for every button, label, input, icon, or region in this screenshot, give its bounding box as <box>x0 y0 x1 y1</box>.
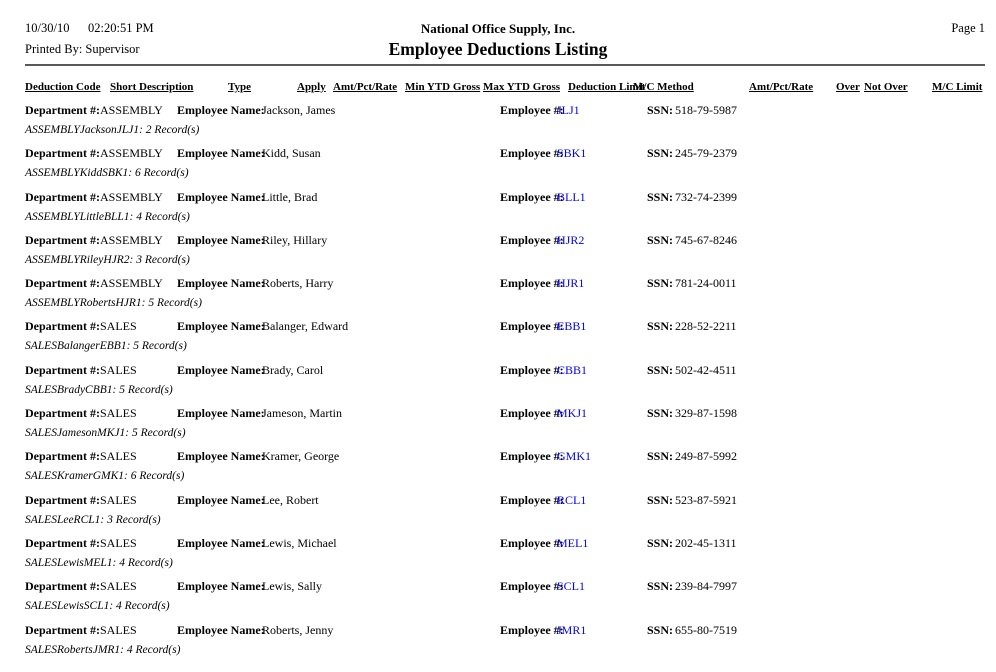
employee-record <box>0 576 996 619</box>
ssn-label: SSN: <box>647 276 674 291</box>
employee-number-label: Employee #: <box>500 146 564 161</box>
department-value: SALES <box>100 622 137 637</box>
department-value: SALES <box>100 535 137 550</box>
employee-number-label: Employee #: <box>500 189 564 204</box>
employee-name-value: Riley, Hillary <box>262 232 328 247</box>
ssn-value: 655-80-7519 <box>675 622 737 637</box>
column-header-max-ytd-gross: Max YTD Gross <box>483 81 560 93</box>
employee-number-link[interactable]: SBK1 <box>557 146 587 161</box>
employee-record <box>0 100 996 143</box>
printed-by-text: Printed By: Supervisor <box>25 42 140 56</box>
record-summary: SALESLeeRCL1: 3 Record(s) <box>25 513 161 526</box>
employee-name-label: Employee Name: <box>177 579 265 594</box>
employee-name-label: Employee Name: <box>177 362 265 377</box>
employee-record <box>0 230 996 273</box>
employee-record <box>0 273 996 316</box>
employee-number-label: Employee #: <box>500 449 564 464</box>
column-header-deduction-limit: Deduction Limit <box>568 81 646 93</box>
employee-number-label: Employee #: <box>500 622 564 637</box>
employee-number-link[interactable]: JLJ1 <box>557 103 580 117</box>
employee-name-value: Jackson, James <box>262 103 336 117</box>
employee-name-value: Lewis, Michael <box>262 535 337 550</box>
employee-number-label: Employee #: <box>500 319 564 334</box>
ssn-value: 502-42-4511 <box>675 362 737 377</box>
department-value: SALES <box>100 362 137 377</box>
report-date: 10/30/10 <box>25 21 70 35</box>
department-label: Department #: <box>25 449 100 464</box>
ssn-value: 518-79-5987 <box>675 103 737 117</box>
department-label: Department #: <box>25 535 100 550</box>
department-value: SALES <box>100 449 137 464</box>
department-value: SALES <box>100 319 137 334</box>
column-header-mc-method: M/C Method <box>633 81 694 93</box>
employee-name-label: Employee Name: <box>177 146 265 161</box>
employee-number-label: Employee #: <box>500 232 564 247</box>
company-name: National Office Supply, Inc. <box>420 21 576 36</box>
ssn-label: SSN: <box>647 146 674 161</box>
department-label: Department #: <box>25 362 100 377</box>
ssn-value: 245-79-2379 <box>675 146 737 161</box>
department-label: Department #: <box>25 579 100 594</box>
ssn-value: 523-87-5921 <box>675 492 737 507</box>
record-summary: SALESLewisMEL1: 4 Record(s) <box>25 556 173 569</box>
ssn-label: SSN: <box>647 189 674 204</box>
employee-name-label: Employee Name: <box>177 276 265 291</box>
employee-name-value: Roberts, Jenny <box>262 622 334 637</box>
employee-record <box>0 620 996 663</box>
ssn-label: SSN: <box>647 622 674 637</box>
employee-number-link[interactable]: HJR1 <box>557 276 585 291</box>
column-header-type: Type <box>228 81 252 93</box>
record-summary: ASSEMBLYJacksonJLJ1: 2 Record(s) <box>25 124 200 136</box>
department-value: ASSEMBLY <box>100 189 163 204</box>
record-summary: ASSEMBLYKiddSBK1: 6 Record(s) <box>25 167 189 180</box>
record-summary: SALESBradyCBB1: 5 Record(s) <box>25 383 173 396</box>
ssn-value: 249-87-5992 <box>675 449 737 464</box>
column-header-apply: Apply <box>297 81 326 93</box>
employee-name-value: Brady, Carol <box>262 362 324 377</box>
employee-record <box>0 360 996 403</box>
column-header-not-over: Not Over <box>864 81 908 93</box>
department-label: Department #: <box>25 622 100 637</box>
employee-number-link[interactable]: HJR2 <box>557 232 585 247</box>
record-summary: ASSEMBLYRobertsHJR1: 5 Record(s) <box>25 297 202 310</box>
employee-name-value: Jameson, Martin <box>262 406 342 421</box>
employee-number-link[interactable]: CBB1 <box>557 362 588 377</box>
employee-number-label: Employee #: <box>500 492 564 507</box>
department-label: Department #: <box>25 406 100 421</box>
employee-number-link[interactable]: MEL1 <box>557 535 589 550</box>
department-label: Department #: <box>25 319 100 334</box>
department-value: ASSEMBLY <box>100 232 163 247</box>
employee-name-value: Kidd, Susan <box>262 146 321 161</box>
column-header-deduction-code: Deduction Code <box>25 81 101 93</box>
employee-name-value: Roberts, Harry <box>262 276 334 291</box>
employee-number-link[interactable]: JMR1 <box>557 622 587 637</box>
department-value: ASSEMBLY <box>100 103 163 117</box>
ssn-value: 228-52-2211 <box>675 319 737 334</box>
ssn-label: SSN: <box>647 103 674 117</box>
record-summary: SALESRobertsJMR1: 4 Record(s) <box>25 643 181 656</box>
department-label: Department #: <box>25 146 100 161</box>
employee-name-label: Employee Name: <box>177 535 265 550</box>
record-summary: ASSEMBLYLittleBLL1: 4 Record(s) <box>25 210 190 223</box>
column-header-over: Over <box>836 81 860 93</box>
department-label: Department #: <box>25 276 100 291</box>
department-value: ASSEMBLY <box>100 276 163 291</box>
ssn-value: 732-74-2399 <box>675 189 737 204</box>
employee-name-value: Balanger, Edward <box>262 319 349 334</box>
department-value: SALES <box>100 579 137 594</box>
employee-number-link[interactable]: EBB1 <box>557 319 587 334</box>
employee-number-label: Employee #: <box>500 579 564 594</box>
employee-number-label: Employee #: <box>500 362 564 377</box>
record-summary: SALESBalangerEBB1: 5 Record(s) <box>25 340 187 353</box>
employee-record <box>0 403 996 446</box>
employee-name-label: Employee Name: <box>177 406 265 421</box>
employee-number-link[interactable]: SCL1 <box>557 579 586 594</box>
employee-record <box>0 316 996 359</box>
ssn-value: 745-67-8246 <box>675 232 737 247</box>
employee-name-value: Little, Brad <box>262 189 318 204</box>
employee-number-label: Employee #: <box>500 535 564 550</box>
department-label: Department #: <box>25 103 100 117</box>
employee-record <box>0 143 996 186</box>
employee-name-label: Employee Name: <box>177 103 265 117</box>
employee-name-value: Lee, Robert <box>262 492 319 507</box>
ssn-label: SSN: <box>647 232 674 247</box>
employee-number-label: Employee #: <box>500 406 564 421</box>
column-header-short-description: Short Description <box>110 81 194 93</box>
column-header-amt-pct-rate: Amt/Pct/Rate <box>333 81 398 93</box>
record-summary: SALESJamesonMKJ1: 5 Record(s) <box>25 427 186 440</box>
report-time: 02:20:51 PM <box>88 21 154 35</box>
employee-record <box>0 446 996 489</box>
ssn-label: SSN: <box>647 362 674 377</box>
employee-number-label: Employee #: <box>500 276 564 291</box>
page-number: Page 1 <box>951 21 985 35</box>
employee-name-value: Lewis, Sally <box>262 579 322 594</box>
department-value: ASSEMBLY <box>100 146 163 161</box>
employee-number-link[interactable]: MKJ1 <box>557 406 588 421</box>
employee-name-value: Kramer, George <box>262 449 340 464</box>
ssn-value: 781-24-0011 <box>675 276 737 291</box>
employee-number-link[interactable]: GMK1 <box>557 449 592 464</box>
ssn-value: 329-87-1598 <box>675 406 737 421</box>
ssn-value: 239-84-7997 <box>675 579 737 594</box>
department-value: SALES <box>100 492 137 507</box>
department-label: Department #: <box>25 492 100 507</box>
ssn-value: 202-45-1311 <box>675 535 737 550</box>
report-title: Employee Deductions Listing <box>388 39 608 59</box>
header-divider <box>25 64 985 66</box>
ssn-label: SSN: <box>647 449 674 464</box>
column-header-min-ytd-gross: Min YTD Gross <box>405 81 481 93</box>
ssn-label: SSN: <box>647 319 674 334</box>
records-list <box>0 100 996 663</box>
employee-number-link[interactable]: BLL1 <box>557 189 586 204</box>
column-header-mc-limit: M/C Limit <box>932 81 983 93</box>
employee-name-label: Employee Name: <box>177 232 265 247</box>
employee-record <box>0 533 996 576</box>
ssn-label: SSN: <box>647 579 674 594</box>
employee-record <box>0 490 996 533</box>
employee-name-label: Employee Name: <box>177 449 265 464</box>
ssn-label: SSN: <box>647 492 674 507</box>
employee-name-label: Employee Name: <box>177 189 265 204</box>
department-value: SALES <box>100 406 137 421</box>
employee-number-link[interactable]: RCL1 <box>557 492 587 507</box>
department-label: Department #: <box>25 189 100 204</box>
employee-record <box>0 187 996 230</box>
department-label: Department #: <box>25 232 100 247</box>
employee-number-label: Employee #: <box>500 103 564 117</box>
ssn-label: SSN: <box>647 535 674 550</box>
record-summary: SALESLewisSCL1: 4 Record(s) <box>25 600 170 613</box>
employee-name-label: Employee Name: <box>177 622 265 637</box>
ssn-label: SSN: <box>647 406 674 421</box>
record-summary: ASSEMBLYRileyHJR2: 3 Record(s) <box>25 253 190 266</box>
column-header-amt-pct-rate-2: Amt/Pct/Rate <box>749 81 814 93</box>
employee-name-label: Employee Name: <box>177 492 265 507</box>
employee-name-label: Employee Name: <box>177 319 265 334</box>
record-summary: SALESKramerGMK1: 6 Record(s) <box>25 470 185 483</box>
